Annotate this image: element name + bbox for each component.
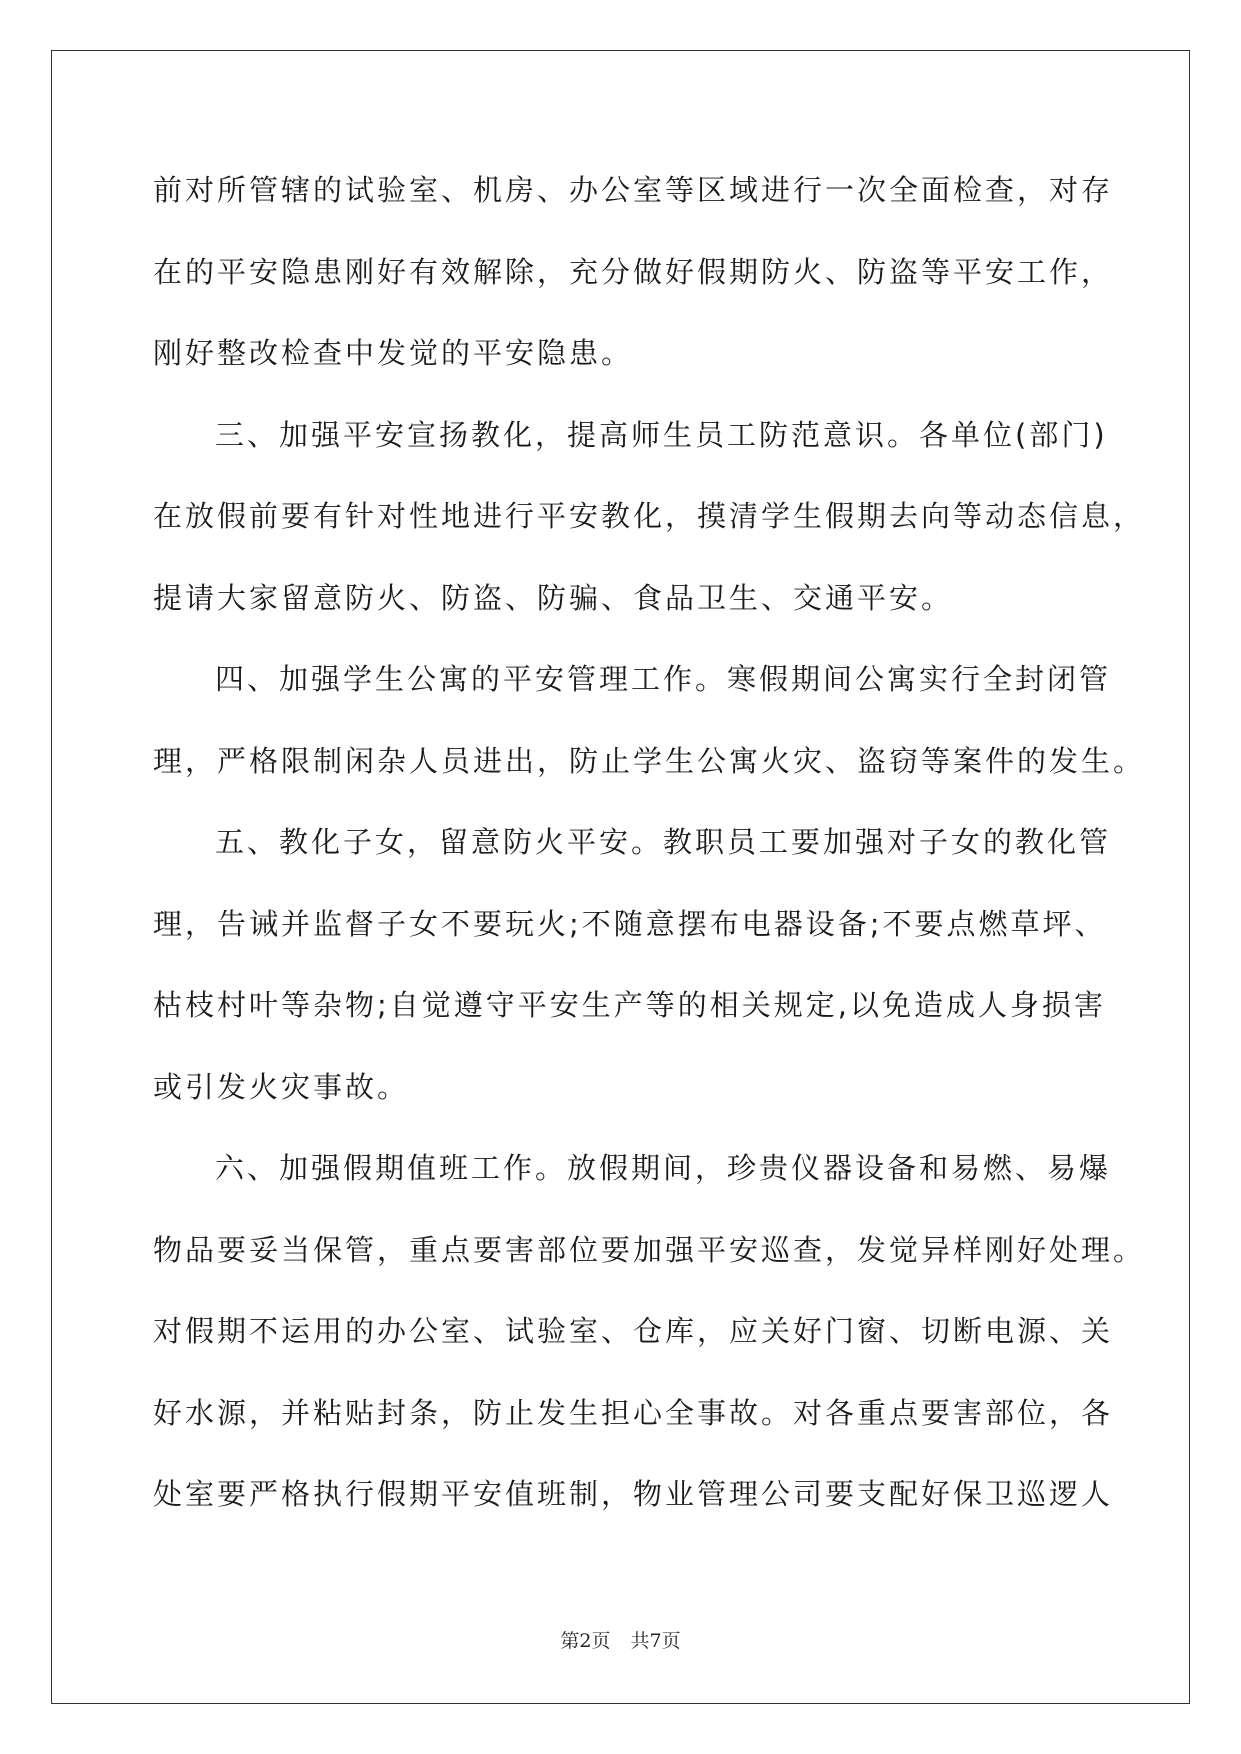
document-body (153, 162, 1146, 1548)
text-line: 处室要严格执行假期平安值班制，物业管理公司要支配好保卫巡逻人 (153, 1477, 1114, 1511)
text-line: 提请大家留意防火、防盗、防骗、食品卫生、交通平安。 (153, 580, 954, 615)
text-line: 好水源，并粘贴封条，防止发生担心全事故。对各重点要害部位，各 (153, 1395, 1114, 1430)
text-line: 在的平安隐患刚好有效解除，充分做好假期防火、防盗等平安工作， (153, 254, 1114, 289)
text-line: 对假期不运用的办公室、试验室、仓库，应关好门窗、切断电源、关 (153, 1314, 1114, 1348)
page-number-current: 第2页 (560, 1630, 611, 1652)
paragraph-start-line: 四、加强学生公寓的平安管理工作。寒假期间公寓实行全封闭管 (215, 662, 1112, 696)
page-footer (0, 1626, 1241, 1653)
text-line: 前对所管辖的试验室、机房、办公室等区域进行一次全面检查，对存 (153, 173, 1114, 207)
text-line: 枯枝村叶等杂物;自觉遵守平安生产等的相关规定,以免造成人身损害 (153, 988, 1106, 1022)
text-line: 刚好整改检查中发觉的平安隐患。 (153, 336, 634, 370)
paragraph-start-line: 三、加强平安宣扬教化，提高师生员工防范意识。各单位(部门) (215, 417, 1108, 452)
text-line: 或引发火灾事故。 (153, 1069, 410, 1104)
page-number-total: 共7页 (630, 1630, 681, 1652)
text-line: 物品要妥当保管，重点要害部位要加强平安巡查，发觉异样刚好处理。 (153, 1232, 1146, 1267)
paragraph-start-line: 五、教化子女，留意防火平安。教职员工要加强对子女的教化管 (215, 825, 1112, 859)
paragraph-start-line: 六、加强假期值班工作。放假期间，珍贵仪器设备和易燃、易爆 (215, 1151, 1112, 1185)
text-line: 在放假前要有针对性地进行平安教化，摸清学生假期去向等动态信息， (153, 499, 1146, 533)
text-line: 理，告诫并监督子女不要玩火;不随意摆布电器设备;不要点燃草坪、 (153, 906, 1107, 941)
text-line: 理，严格限制闲杂人员进出，防止学生公寓火灾、盗窃等案件的发生。 (153, 743, 1146, 778)
